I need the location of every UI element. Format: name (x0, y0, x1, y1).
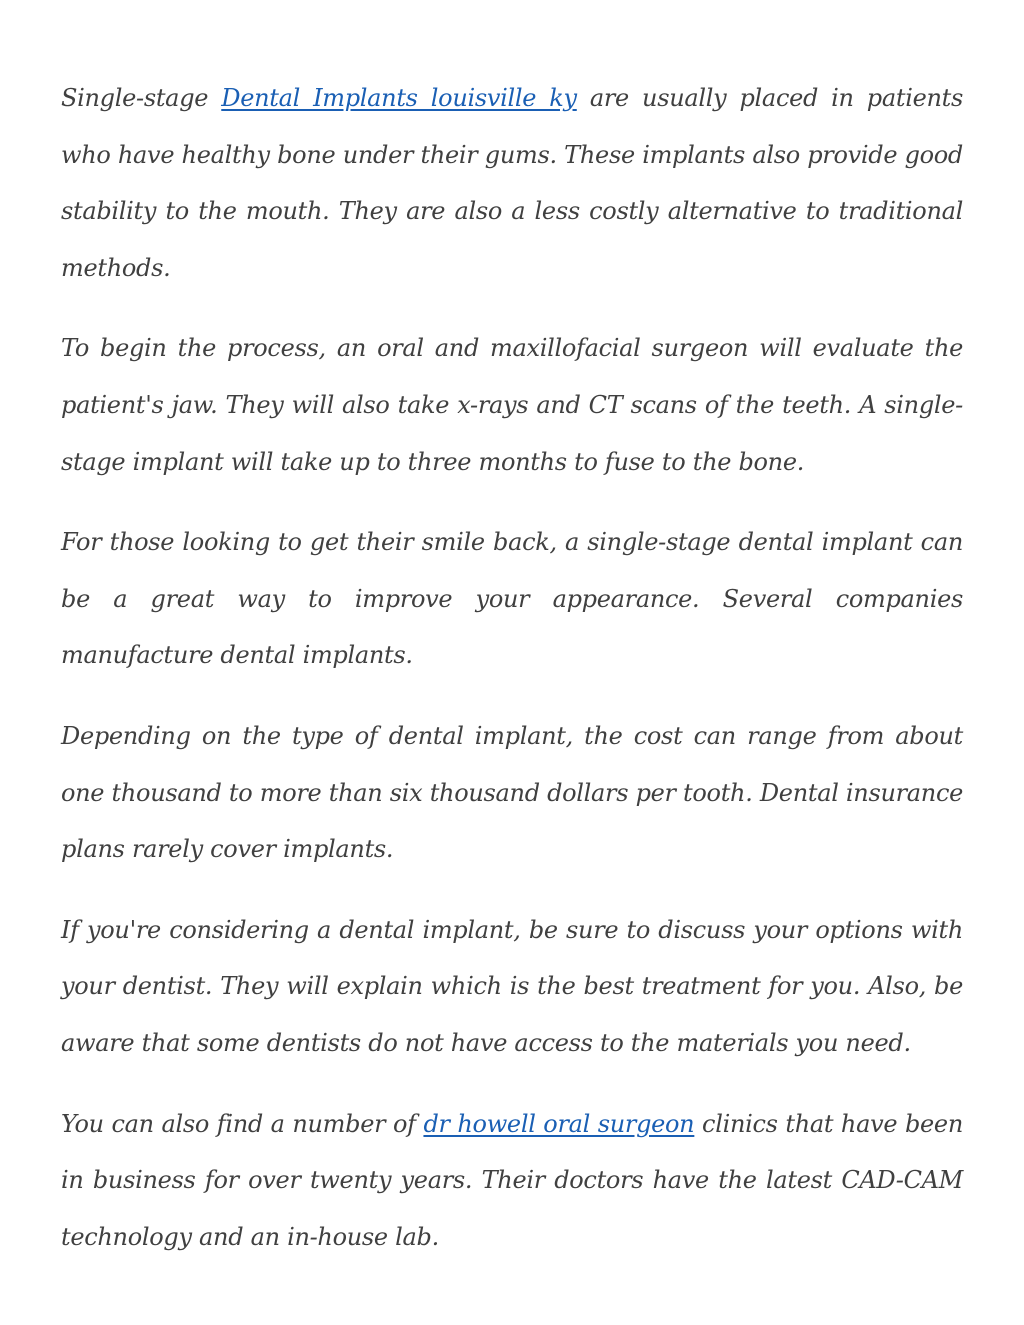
dental-implants-louisville-link[interactable]: Dental Implants louisville ky (221, 84, 577, 112)
paragraph-6 (61, 1096, 963, 1266)
paragraph-6-text-after: clinics that have been in business for over twenty years. Their doctors have the latest CAD-CAM technology and an in-house lab. (61, 1109, 963, 1251)
paragraph-3: For those looking to get their smile back, a single-stage dental implant can be a great way to improve your appearance. Several companies manufacture dental implants. (61, 528, 963, 670)
paragraph-2: To begin the process, an oral and maxillofacial surgeon will evaluate the patient's jaw. They will also take x-rays and CT scans of the teeth. A single-stage implant will take up to three months to fuse to the bone. (61, 334, 963, 476)
paragraph-6-text-before: You can also find a number of (61, 1109, 424, 1138)
paragraph-1-text-before: Single-stage (61, 84, 222, 112)
paragraph-5: If you're considering a dental implant, be sure to discuss your options with your dentist. They will explain which is the best treatment for you. Also, be aware that some dentists do not have access to the materials you need. (61, 915, 963, 1057)
paragraph-1-text-after: are usually placed in patients who have healthy bone under their gums. These implants also provide good stability to the mouth. They are also a less costly alternative to traditional methods. (61, 84, 963, 282)
paragraph-1 (61, 70, 963, 296)
paragraph-4: Depending on the type of dental implant, the cost can range from about one thousand to more than six thousand dollars per tooth. Dental insurance plans rarely cover implants. (61, 721, 964, 864)
document-body (61, 70, 963, 1265)
dr-howell-oral-surgeon-link[interactable]: dr howell oral surgeon (423, 1109, 695, 1138)
